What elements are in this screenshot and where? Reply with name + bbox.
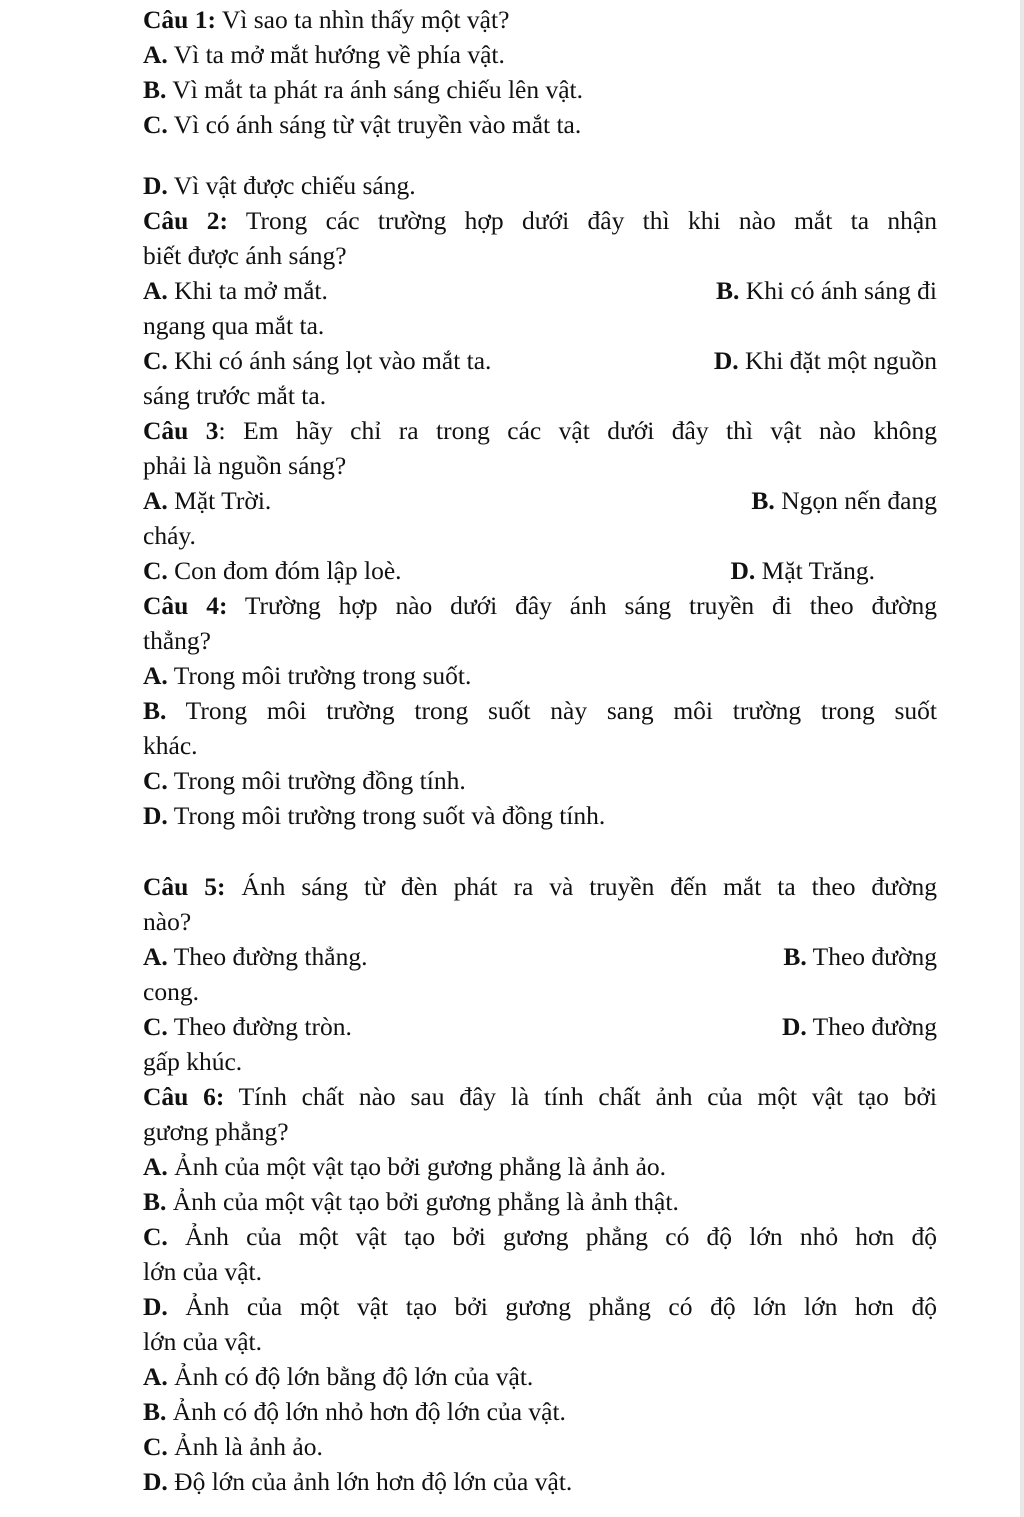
option-a: A. Khi ta mở mắt. bbox=[143, 276, 328, 305]
option-continued: lớn của vật. bbox=[143, 1327, 262, 1356]
question-1 bbox=[143, 2, 937, 37]
option-c: C. Con đom đóm lập loè. bbox=[143, 556, 402, 585]
option-a: A. Mặt Trời. bbox=[143, 486, 272, 515]
option-continued: sáng trước mắt ta. bbox=[143, 381, 327, 410]
option-row bbox=[143, 343, 937, 378]
option-a: A. Trong môi trường trong suốt. bbox=[143, 661, 472, 690]
question-4 bbox=[143, 588, 937, 623]
option-c: C. Khi có ánh sáng lọt vào mắt ta. bbox=[143, 346, 492, 375]
option-continued: khác. bbox=[143, 731, 198, 760]
option-c: C. Vì có ánh sáng từ vật truyền vào mắt ta. bbox=[143, 110, 582, 139]
option-c: C. Ảnh của một vật tạo bởi gương phẳng có độ lớn nhỏ hơn độ bbox=[143, 1222, 937, 1251]
question-text-continued: thẳng? bbox=[143, 626, 211, 655]
option-b: B. Ảnh của một vật tạo bởi gương phẳng là ảnh thật. bbox=[143, 1187, 679, 1216]
option-c: C. Trong môi trường đồng tính. bbox=[143, 766, 466, 795]
option-c: C. Theo đường tròn. bbox=[143, 1012, 352, 1041]
option-row bbox=[143, 273, 937, 308]
question-3 bbox=[143, 413, 937, 448]
option-d: D. Trong môi trường trong suốt và đồng tính. bbox=[143, 801, 606, 830]
option-d: D. Mặt Trăng. bbox=[730, 556, 875, 585]
question-5 bbox=[143, 869, 937, 904]
option-d: D. Ảnh của một vật tạo bởi gương phẳng có độ lớn lớn hơn độ bbox=[143, 1292, 937, 1321]
option-continued: ngang qua mắt ta. bbox=[143, 311, 325, 340]
option-row bbox=[143, 553, 937, 588]
option-a: A. Vì ta mở mắt hướng về phía vật. bbox=[143, 40, 505, 69]
option-row bbox=[143, 483, 937, 518]
option-row bbox=[143, 939, 937, 974]
option-c: C. Ảnh là ảnh ảo. bbox=[143, 1432, 323, 1461]
question-text: : Em hãy chỉ ra trong các vật dưới đây thì vật nào không bbox=[218, 416, 937, 445]
question-text-continued: gương phẳng? bbox=[143, 1117, 289, 1146]
option-b: B. Ảnh có độ lớn nhỏ hơn độ lớn của vật. bbox=[143, 1397, 566, 1426]
question-text-continued: nào? bbox=[143, 907, 192, 936]
question-text: Vì sao ta nhìn thấy một vật? bbox=[215, 5, 510, 34]
question-label: Câu 2: bbox=[143, 206, 228, 235]
option-b: B. Vì mắt ta phát ra ánh sáng chiếu lên vật. bbox=[143, 75, 583, 104]
option-d: D. Theo đường bbox=[781, 1012, 937, 1041]
question-label: Câu 3 bbox=[143, 416, 219, 445]
option-row bbox=[143, 1009, 937, 1044]
question-text: Ánh sáng từ đèn phát ra và truyền đến mắt ta theo đường bbox=[225, 872, 937, 901]
question-text: Trong các trường hợp dưới đây thì khi nào mắt ta nhận bbox=[227, 206, 937, 235]
question-text-continued: biết được ánh sáng? bbox=[143, 241, 347, 270]
option-b: B. Theo đường bbox=[783, 942, 937, 971]
quiz-document bbox=[143, 2, 937, 1499]
option-b: B. Khi có ánh sáng đi bbox=[716, 276, 937, 305]
question-text-continued: phải là nguồn sáng? bbox=[143, 451, 347, 480]
question-label: Câu 5: bbox=[143, 872, 226, 901]
option-continued: cong. bbox=[143, 977, 199, 1006]
option-b: B. Ngọn nến đang bbox=[751, 486, 937, 515]
question-text: Tính chất nào sau đây là tính chất ảnh của một vật tạo bởi bbox=[224, 1082, 938, 1111]
option-d: D. Vì vật được chiếu sáng. bbox=[143, 171, 416, 200]
question-label: Câu 1: bbox=[143, 5, 216, 34]
option-continued: gấp khúc. bbox=[143, 1047, 243, 1076]
option-continued: lớn của vật. bbox=[143, 1257, 262, 1286]
question-text: Trường hợp nào dưới đây ánh sáng truyền đi theo đường bbox=[227, 591, 937, 620]
option-a: A. Ảnh có độ lớn bằng độ lớn của vật. bbox=[143, 1362, 534, 1391]
option-a: A. Ảnh của một vật tạo bởi gương phẳng là ảnh ảo. bbox=[143, 1152, 667, 1181]
question-label: Câu 6: bbox=[143, 1082, 225, 1111]
option-continued: cháy. bbox=[143, 521, 196, 550]
page-edge bbox=[1020, 0, 1024, 1517]
option-b: B. Trong môi trường trong suốt này sang môi trường trong suốt bbox=[143, 696, 937, 725]
question-6 bbox=[143, 1079, 937, 1114]
question-2 bbox=[143, 203, 937, 238]
option-a: A. Theo đường thẳng. bbox=[143, 942, 368, 971]
option-d: D. Khi đặt một nguồn bbox=[713, 346, 937, 375]
question-label: Câu 4: bbox=[143, 591, 228, 620]
option-d: D. Độ lớn của ảnh lớn hơn độ lớn của vật. bbox=[143, 1467, 573, 1496]
